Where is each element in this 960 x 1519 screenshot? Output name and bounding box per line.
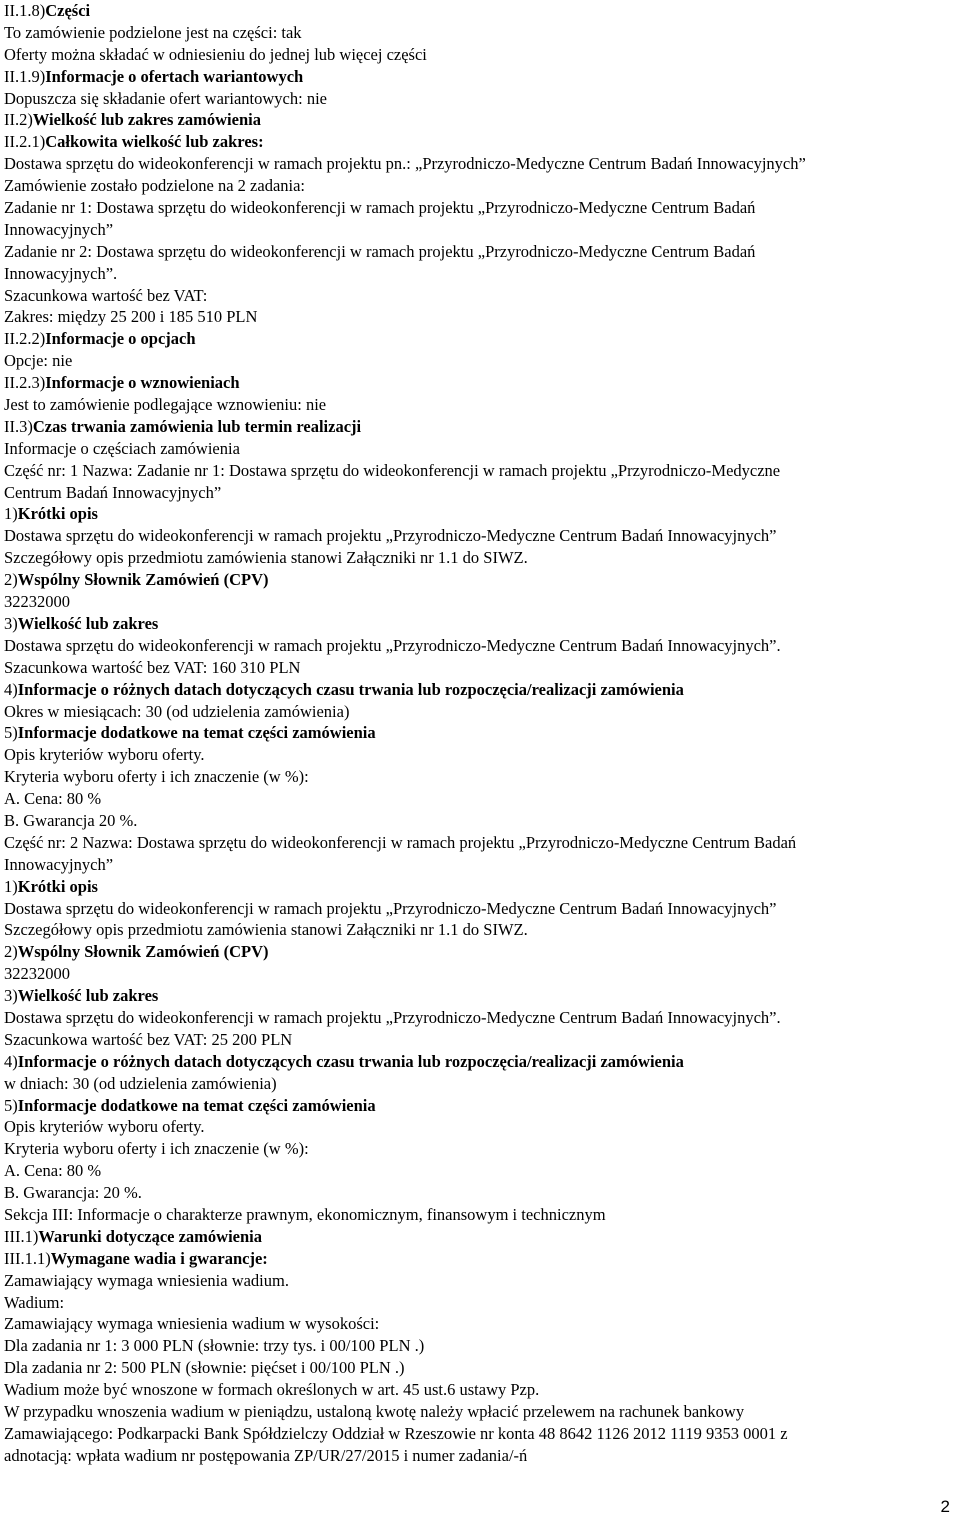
text-line xyxy=(4,1160,954,1182)
line-text: Okres w miesiącach: 30 (od udzielenia zamówienia) xyxy=(4,701,350,721)
text-line xyxy=(4,482,954,504)
line-heading: Wielkość lub zakres xyxy=(17,613,159,633)
line-text: Zamawiającego: Podkarpacki Bank Spółdzielczy Oddział w Rzeszowie nr konta 48 8642 1126 2012 1119 9353 0001 z xyxy=(4,1423,788,1443)
text-line xyxy=(4,153,954,175)
line-text: Zadanie nr 1: Dostawa sprzętu do wideokonferencji w ramach projektu „Przyrodniczo-Medyczne Centrum Badań xyxy=(4,198,756,218)
line-text: W przypadku wnoszenia wadium w pieniądzu, ustaloną kwotę należy wpłacić przelewem na rachunek bankowy xyxy=(4,1402,745,1421)
line-text: Jest to zamówienie podlegające wznowieniu: nie xyxy=(4,395,327,415)
text-line xyxy=(4,241,954,263)
line-text: II.2) xyxy=(4,110,33,130)
line-text: 5) xyxy=(4,723,18,743)
text-line xyxy=(4,1423,954,1445)
line-heading: Informacje dodatkowe na temat części zamówienia xyxy=(17,1095,376,1115)
line-text: Zamawiający wymaga wniesienia wadium w wysokości: xyxy=(4,1314,380,1334)
line-text: w dniach: 30 (od udzielenia zamówienia) xyxy=(4,1073,277,1093)
text-line xyxy=(4,1445,954,1467)
text-line xyxy=(4,350,954,372)
text-line xyxy=(4,503,954,525)
line-text: Szacunkowa wartość bez VAT: 25 200 PLN xyxy=(4,1029,293,1049)
line-text: Sekcja III: Informacje o charakterze prawnym, ekonomicznym, finansowym i technicznym xyxy=(4,1204,606,1224)
line-text: II.1.8) xyxy=(4,1,46,20)
line-text: 2) xyxy=(4,942,18,962)
line-text: 32232000 xyxy=(4,964,70,984)
text-line xyxy=(4,1248,954,1270)
line-text: 32232000 xyxy=(4,592,70,612)
text-line xyxy=(4,44,954,66)
text-line xyxy=(4,88,954,110)
line-text: II.2.3) xyxy=(4,373,46,393)
text-line xyxy=(4,525,954,547)
text-line xyxy=(4,1051,954,1073)
text-line xyxy=(4,679,954,701)
line-heading: Krótki opis xyxy=(17,876,98,896)
page-number: 2 xyxy=(940,1497,950,1516)
line-text: Dopuszcza się składanie ofert wariantowych: nie xyxy=(4,88,327,108)
text-line xyxy=(4,1204,954,1226)
document-body xyxy=(4,0,954,1467)
line-heading: Części xyxy=(45,1,91,20)
line-text: 4) xyxy=(4,1051,18,1071)
line-text: Szczegółowy opis przedmiotu zamówienia stanowi Załączniki nr 1.1 do SIWZ. xyxy=(4,920,528,940)
text-line xyxy=(4,1401,954,1423)
text-line xyxy=(4,1007,954,1029)
line-text: Informacje o częściach zamówienia xyxy=(4,438,240,458)
line-text: A. Cena: 80 % xyxy=(4,789,102,809)
line-text: 3) xyxy=(4,986,18,1006)
text-line xyxy=(4,22,954,44)
line-text: To zamówienie podzielone jest na części: tak xyxy=(4,22,302,42)
line-heading: Informacje o wznowieniach xyxy=(45,373,240,393)
line-text: Dostawa sprzętu do wideokonferencji w ramach projektu pn.: „Przyrodniczo-Medyczne Centrum Badań Innowacyjnych” xyxy=(4,154,806,174)
text-line xyxy=(4,416,954,438)
line-heading: Informacje o opcjach xyxy=(45,329,196,349)
text-line xyxy=(4,1379,954,1401)
text-line xyxy=(4,722,954,744)
text-line xyxy=(4,1335,954,1357)
line-text: III.1.1) xyxy=(4,1248,51,1268)
line-text: Wadium może być wnoszone w formach określonych w art. 45 ust.6 ustawy Pzp. xyxy=(4,1380,540,1400)
text-line xyxy=(4,766,954,788)
line-text: Szacunkowa wartość bez VAT: xyxy=(4,285,208,305)
text-line xyxy=(4,919,954,941)
line-text: Zamówienie zostało podzielone na 2 zadania: xyxy=(4,176,306,196)
text-line xyxy=(4,1182,954,1204)
line-text: 5) xyxy=(4,1095,18,1115)
text-line xyxy=(4,569,954,591)
line-text: Dostawa sprzętu do wideokonferencji w ramach projektu „Przyrodniczo-Medyczne Centrum Badań Innowacyjnych”. xyxy=(4,635,781,655)
line-text: B. Gwarancja 20 %. xyxy=(4,810,138,830)
line-text: adnotacją: wpłata wadium nr postępowania ZP/UR/27/2015 i numer zadania/-ń xyxy=(4,1445,528,1465)
line-heading: Krótki opis xyxy=(17,504,98,524)
text-line xyxy=(4,1073,954,1095)
text-line xyxy=(4,898,954,920)
line-heading: Informacje dodatkowe na temat części zamówienia xyxy=(17,723,376,743)
line-text: Dla zadania nr 1: 3 000 PLN (słownie: trzy tys. i 00/100 PLN .) xyxy=(4,1336,425,1356)
line-text: Opcje: nie xyxy=(4,351,73,371)
text-line xyxy=(4,963,954,985)
text-line xyxy=(4,372,954,394)
text-line xyxy=(4,1138,954,1160)
line-text: Kryteria wyboru oferty i ich znaczenie (w %): xyxy=(4,767,309,787)
line-text: Centrum Badań Innowacyjnych” xyxy=(4,482,222,502)
line-text: Kryteria wyboru oferty i ich znaczenie (w %): xyxy=(4,1139,309,1159)
line-text: Wadium: xyxy=(4,1292,65,1312)
line-text: Innowacyjnych” xyxy=(4,219,114,239)
text-line xyxy=(4,109,954,131)
line-text: Oferty można składać w odniesieniu do jednej lub więcej części xyxy=(4,44,427,64)
text-line xyxy=(4,613,954,635)
line-heading: Wielkość lub zakres xyxy=(17,986,159,1006)
line-heading: Informacje o różnych datach dotyczących czasu trwania lub rozpoczęcia/realizacji zamówienia xyxy=(17,1051,684,1071)
text-line xyxy=(4,657,954,679)
line-heading: Wymagane wadia i gwarancje: xyxy=(50,1248,268,1268)
text-line xyxy=(4,0,954,22)
line-text: Opis kryteriów wyboru oferty. xyxy=(4,1117,205,1137)
line-text: Szacunkowa wartość bez VAT: 160 310 PLN xyxy=(4,657,301,677)
text-line xyxy=(4,854,954,876)
text-line xyxy=(4,66,954,88)
text-line xyxy=(4,175,954,197)
line-text: Zadanie nr 2: Dostawa sprzętu do wideokonferencji w ramach projektu „Przyrodniczo-Medyczne Centrum Badań xyxy=(4,241,756,261)
text-line xyxy=(4,788,954,810)
line-text: II.2.2) xyxy=(4,329,46,349)
text-line xyxy=(4,460,954,482)
line-text: Szczegółowy opis przedmiotu zamówienia stanowi Załączniki nr 1.1 do SIWZ. xyxy=(4,548,528,568)
text-line xyxy=(4,1095,954,1117)
text-line xyxy=(4,591,954,613)
line-heading: Informacje o różnych datach dotyczących czasu trwania lub rozpoczęcia/realizacji zamówienia xyxy=(17,679,684,699)
text-line xyxy=(4,985,954,1007)
line-text: A. Cena: 80 % xyxy=(4,1161,102,1181)
text-line xyxy=(4,1357,954,1379)
line-text: 1) xyxy=(4,504,18,524)
text-line xyxy=(4,635,954,657)
text-line xyxy=(4,438,954,460)
line-text: III.1) xyxy=(4,1226,39,1246)
text-line xyxy=(4,131,954,153)
line-text: Część nr: 1 Nazwa: Zadanie nr 1: Dostawa sprzętu do wideokonferencji w ramach projektu „Przyrodniczo-Medyczne xyxy=(4,460,781,480)
line-text: Dostawa sprzętu do wideokonferencji w ramach projektu „Przyrodniczo-Medyczne Centrum Badań Innowacyjnych” xyxy=(4,898,777,918)
line-text: Dla zadania nr 2: 500 PLN (słownie: pięćset i 00/100 PLN .) xyxy=(4,1358,405,1378)
line-text: Część nr: 2 Nazwa: Dostawa sprzętu do wideokonferencji w ramach projektu „Przyrodniczo-Medyczne Centrum Badań xyxy=(4,832,797,852)
text-line xyxy=(4,263,954,285)
line-heading: Informacje o ofertach wariantowych xyxy=(45,66,304,86)
line-text: Dostawa sprzętu do wideokonferencji w ramach projektu „Przyrodniczo-Medyczne Centrum Badań Innowacyjnych”. xyxy=(4,1007,781,1027)
line-text: 2) xyxy=(4,570,18,590)
text-line xyxy=(4,1226,954,1248)
text-line xyxy=(4,941,954,963)
text-line xyxy=(4,547,954,569)
text-line xyxy=(4,394,954,416)
text-line xyxy=(4,810,954,832)
text-line xyxy=(4,197,954,219)
text-line xyxy=(4,876,954,898)
text-line xyxy=(4,1116,954,1138)
line-text: Opis kryteriów wyboru oferty. xyxy=(4,745,205,765)
line-text: II.2.1) xyxy=(4,132,46,152)
line-heading: Czas trwania zamówienia lub termin realizacji xyxy=(32,416,362,436)
line-heading: Wspólny Słownik Zamówień (CPV) xyxy=(17,570,269,590)
line-text: Innowacyjnych” xyxy=(4,854,114,874)
text-line xyxy=(4,1313,954,1335)
text-line xyxy=(4,1029,954,1051)
line-text: 3) xyxy=(4,613,18,633)
line-text: II.3) xyxy=(4,416,33,436)
line-text: 4) xyxy=(4,679,18,699)
line-heading: Wielkość lub zakres zamówienia xyxy=(32,110,261,130)
text-line xyxy=(4,285,954,307)
text-line xyxy=(4,832,954,854)
line-text: 1) xyxy=(4,876,18,896)
line-heading: Całkowita wielkość lub zakres: xyxy=(45,132,264,152)
line-text: B. Gwarancja: 20 %. xyxy=(4,1183,142,1203)
text-line xyxy=(4,219,954,241)
line-text: Innowacyjnych”. xyxy=(4,263,118,283)
line-text: II.1.9) xyxy=(4,66,46,86)
text-line xyxy=(4,701,954,723)
text-line xyxy=(4,306,954,328)
line-text: Zakres: między 25 200 i 185 510 PLN xyxy=(4,307,258,327)
text-line xyxy=(4,744,954,766)
text-line xyxy=(4,1292,954,1314)
text-line xyxy=(4,1270,954,1292)
line-text: Dostawa sprzętu do wideokonferencji w ramach projektu „Przyrodniczo-Medyczne Centrum Badań Innowacyjnych” xyxy=(4,526,777,546)
text-line xyxy=(4,328,954,350)
line-heading: Warunki dotyczące zamówienia xyxy=(38,1226,263,1246)
line-text: Zamawiający wymaga wniesienia wadium. xyxy=(4,1270,289,1290)
line-heading: Wspólny Słownik Zamówień (CPV) xyxy=(17,942,269,962)
